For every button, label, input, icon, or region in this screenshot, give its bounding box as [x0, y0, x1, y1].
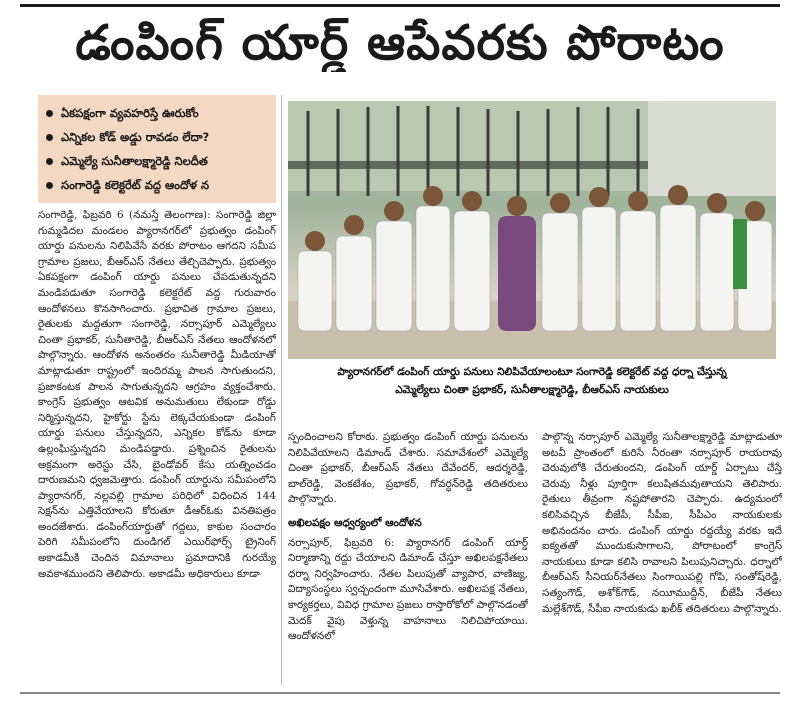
- highlights-box: [38, 95, 276, 203]
- article-paragraph: నర్సాపూర్, ఫిబ్రవరి 6: ప్యారానగర్ డంపింగ్ యార్డ్ నిర్మాణాన్ని రద్దు చేయాలని డిమాండ్ చేస్తూ అఖిలపక్షనేతలు ధర్నా నిర్వహించారు. నేతల పిలుపుతో వ్యాపార, వాణిజ్య, విద్యాసంస్థలు స్వచ్ఛందంగా మూసివేశారు. అఖిలపక్ష నేతలు, కార్యకర్తలు, వివిధ గ్రామాల ప్రజలు రాస్తారోకోలో పాల్గొనడంతో మెదక్ వైపు వెళ్తున్న వాహనాలు నిలిచిపోయాయి. ఆందోళనలో: [288, 536, 528, 643]
- highlight-item: [46, 125, 268, 149]
- article-column-3: [542, 430, 782, 680]
- bullet-dot-icon: [46, 158, 53, 165]
- article-subhead: అఖిలపక్షం ఆధ్వర్యంలో ఆందోళన: [288, 516, 422, 529]
- protest-photo: [288, 101, 776, 359]
- caption-line-2: ఎమ్మెల్యేలు చింతా ప్రభాకర్, సునీతాలక్ష్మారెడ్డి, బీఆర్ఎస్ నాయకులు: [395, 384, 669, 396]
- article-column-2: [288, 430, 528, 680]
- bottom-rule: [20, 692, 780, 694]
- bullet-dot-icon: [46, 110, 53, 117]
- highlight-text: ఎమ్మెల్యే సునీతాలక్ష్మారెడ్డి నిలదీత: [61, 154, 208, 168]
- highlight-item: [46, 149, 268, 173]
- article-paragraph: సంగారెడ్డి, ఫిబ్రవరి 6 (నమస్తే తెలంగాణ): సంగారెడ్డి జిల్లా గుమ్మడిదల మండలం ప్యారానగర్‌లో ప్రభుత్వం డంపింగ్ యార్డు పనులను నిలిపివేసే వరకు పోరాటం ఆగదని సమీప గ్రామాల ప్రజలు, బీఆర్ఎస్ నేతలు తేల్చిచెప్పారు. ప్రభుత్వం ఏకపక్షంగా డంపింగ్ యార్డు పనులు చేపడుతున్నదని మండిపడుతూ సంగారెడ్డి కలెక్టరేట్ వద్ద గురువారం ఆందోళనలు కొనసాగించారు. ప్రభావిత గ్రామాల ప్రజలు, రైతులకు మద్దతుగా సంగారెడ్డి, నర్సాపూర్ ఎమ్మెల్యేలు చింతా ప్రభాకర్, సునీతారెడ్డి, బీఆర్ఎస్ నేతలు ఆందోళనలో పాల్గొన్నారు. ఆందోళన అనంతరం సునీతారెడ్డి మీడియాతో మాట్లాడుతూ రాష్ట్రంలో ఇందిరమ్మ పాలన సాగుతుందని, ప్రజాకంటక పాలన సాగుతున్నదని ఆగ్రహం వ్యక్తంచేశారు. కాంగ్రెస్ ప్రభుత్వం ఆటవిక అనుమతులు లేకుండా రోడ్డు నిర్మిస్తున్నదని, హైకోర్టు స్టేను లెక్కచేయకుండా డంపింగ్ యార్డు పనులు చేస్తున్నదని, ఎన్నికల కోడ్‌ను కూడా ఉల్లంఘిస్తున్నదని మండిపడ్డారు. ప్రశ్నించిన రైతులను అక్రమంగా అరెస్టు చేసి, బైండోవర్ కేసు యత్నించడం దారుణమని ధ్వజమెత్తారు. డంపింగ్ యార్డును సమీపంలోని ప్యారానగర్, నల్లవల్లి గ్రామాల పరిధిలో విధించిన 144 సెక్షన్‌ను ఎత్తివేయాలని కోరుతూ డీఆర్‌ఓకు వినతిపత్రం అందజేశారు. డంపింగ్‌యార్డుతో గద్దలు, కాకుల సంచారం పెరిగి సమీపంలోని దుండిగల్ ఎయిర్‌ఫోర్స్ ట్రైనింగ్ అకాడమీకి చెందిన విమానాలు ప్రమాదానికి గురయ్యే అవకాశముందని తెలిపారు. అకాడమీ అధికారులు కూడా: [38, 209, 276, 580]
- highlight-text: సంగారెడ్డి కలెక్టరేట్ వద్ద ఆందోళ న: [61, 178, 210, 192]
- highlight-item: [46, 173, 268, 197]
- article-column-1: [38, 208, 276, 686]
- article-paragraph: పాల్గొన్న నర్సాపూర్ ఎమ్మెల్యే సునీతాలక్ష్మారెడ్డి మాట్లాడుతూ అటవీ ప్రాంతంలో కురిసే నీరంతా నర్సాపూర్ రాయరావు చెరువులోకి చేరుతుందని, డంపింగ్ యార్డ్ ఏర్పాటు చేస్తే చెరువు నీళ్లు పూర్తిగా కలుషితమవుతాయని తెలిపారు. రైతులు తీవ్రంగా నష్టపోతారని చెప్పారు. ఉద్యమంలో కలిసివచ్చిన బీజేపీ, సీపీఐ, సీపీఎం నాయకులకు అభినందనం చారు. డంపింగ్ యార్డు రద్దయ్యే వరకు ఇదే ఐక్యతతో ముందుకుసాగాలని, పోరాటంలో కాంగ్రెస్ నాయకులు కూడా కలిసి రావాలని పిలుపునిచ్చారు. ధర్నాలో బీఆర్ఎస్ సీనియర్‌నేతలు సింగాయిపల్లి గోపి, సంతోష్‌రెడ్డి, సత్యంగౌడ్, అశోక్‌గౌడ్, నయీముద్దీన్, బీజేపీ నేతలు మల్లేశ్‌గౌడ్, సీపీఐ నాయకుడు ఖలీక్ తదితరులు పాల్గొన్నారు.: [542, 431, 782, 615]
- photo-caption: [288, 363, 776, 399]
- highlight-text: ఏకపక్షంగా వ్యవహరిస్తే ఊరుకోం: [61, 106, 199, 120]
- headline: డంపింగ్ యార్డ్ ఆపేవరకు పోరాటం: [75, 15, 725, 71]
- highlight-text: ఎన్నికల కోడ్ అడ్డు రావడం లేదా?: [61, 130, 210, 144]
- protest-photo-illustration: [288, 101, 776, 359]
- highlight-item: [46, 101, 268, 125]
- column-divider: [281, 95, 282, 685]
- article-paragraph: స్పందించాలని కోరారు. ప్రభుత్వం డంపింగ్ యార్డు పనులను నిలిపివేయాలని డిమాండ్ చేశారు. సమావేశంలో ఎమ్మెల్యే చింతా ప్రభాకర్, బీఆర్ఎస్ నేతలు దేవేందర్, ఆదర్శరెడ్డి, బాల్‌రెడ్డి, వెంకటేశం, ప్రభాకర్, గోవర్ధన్‌రెడ్డి తదితరులు పాల్గొన్నారు.: [288, 431, 528, 506]
- bullet-dot-icon: [46, 134, 53, 141]
- bullet-dot-icon: [46, 182, 53, 189]
- caption-line-1: ప్యారానగర్‌లో డంపింగ్ యార్డు పనులు నిలిపివేయాలంటూ సంగారెడ్డి కలెక్టరేట్ వద్ద ధర్నా చేస్తున్న: [337, 366, 727, 378]
- top-rule: [20, 4, 780, 7]
